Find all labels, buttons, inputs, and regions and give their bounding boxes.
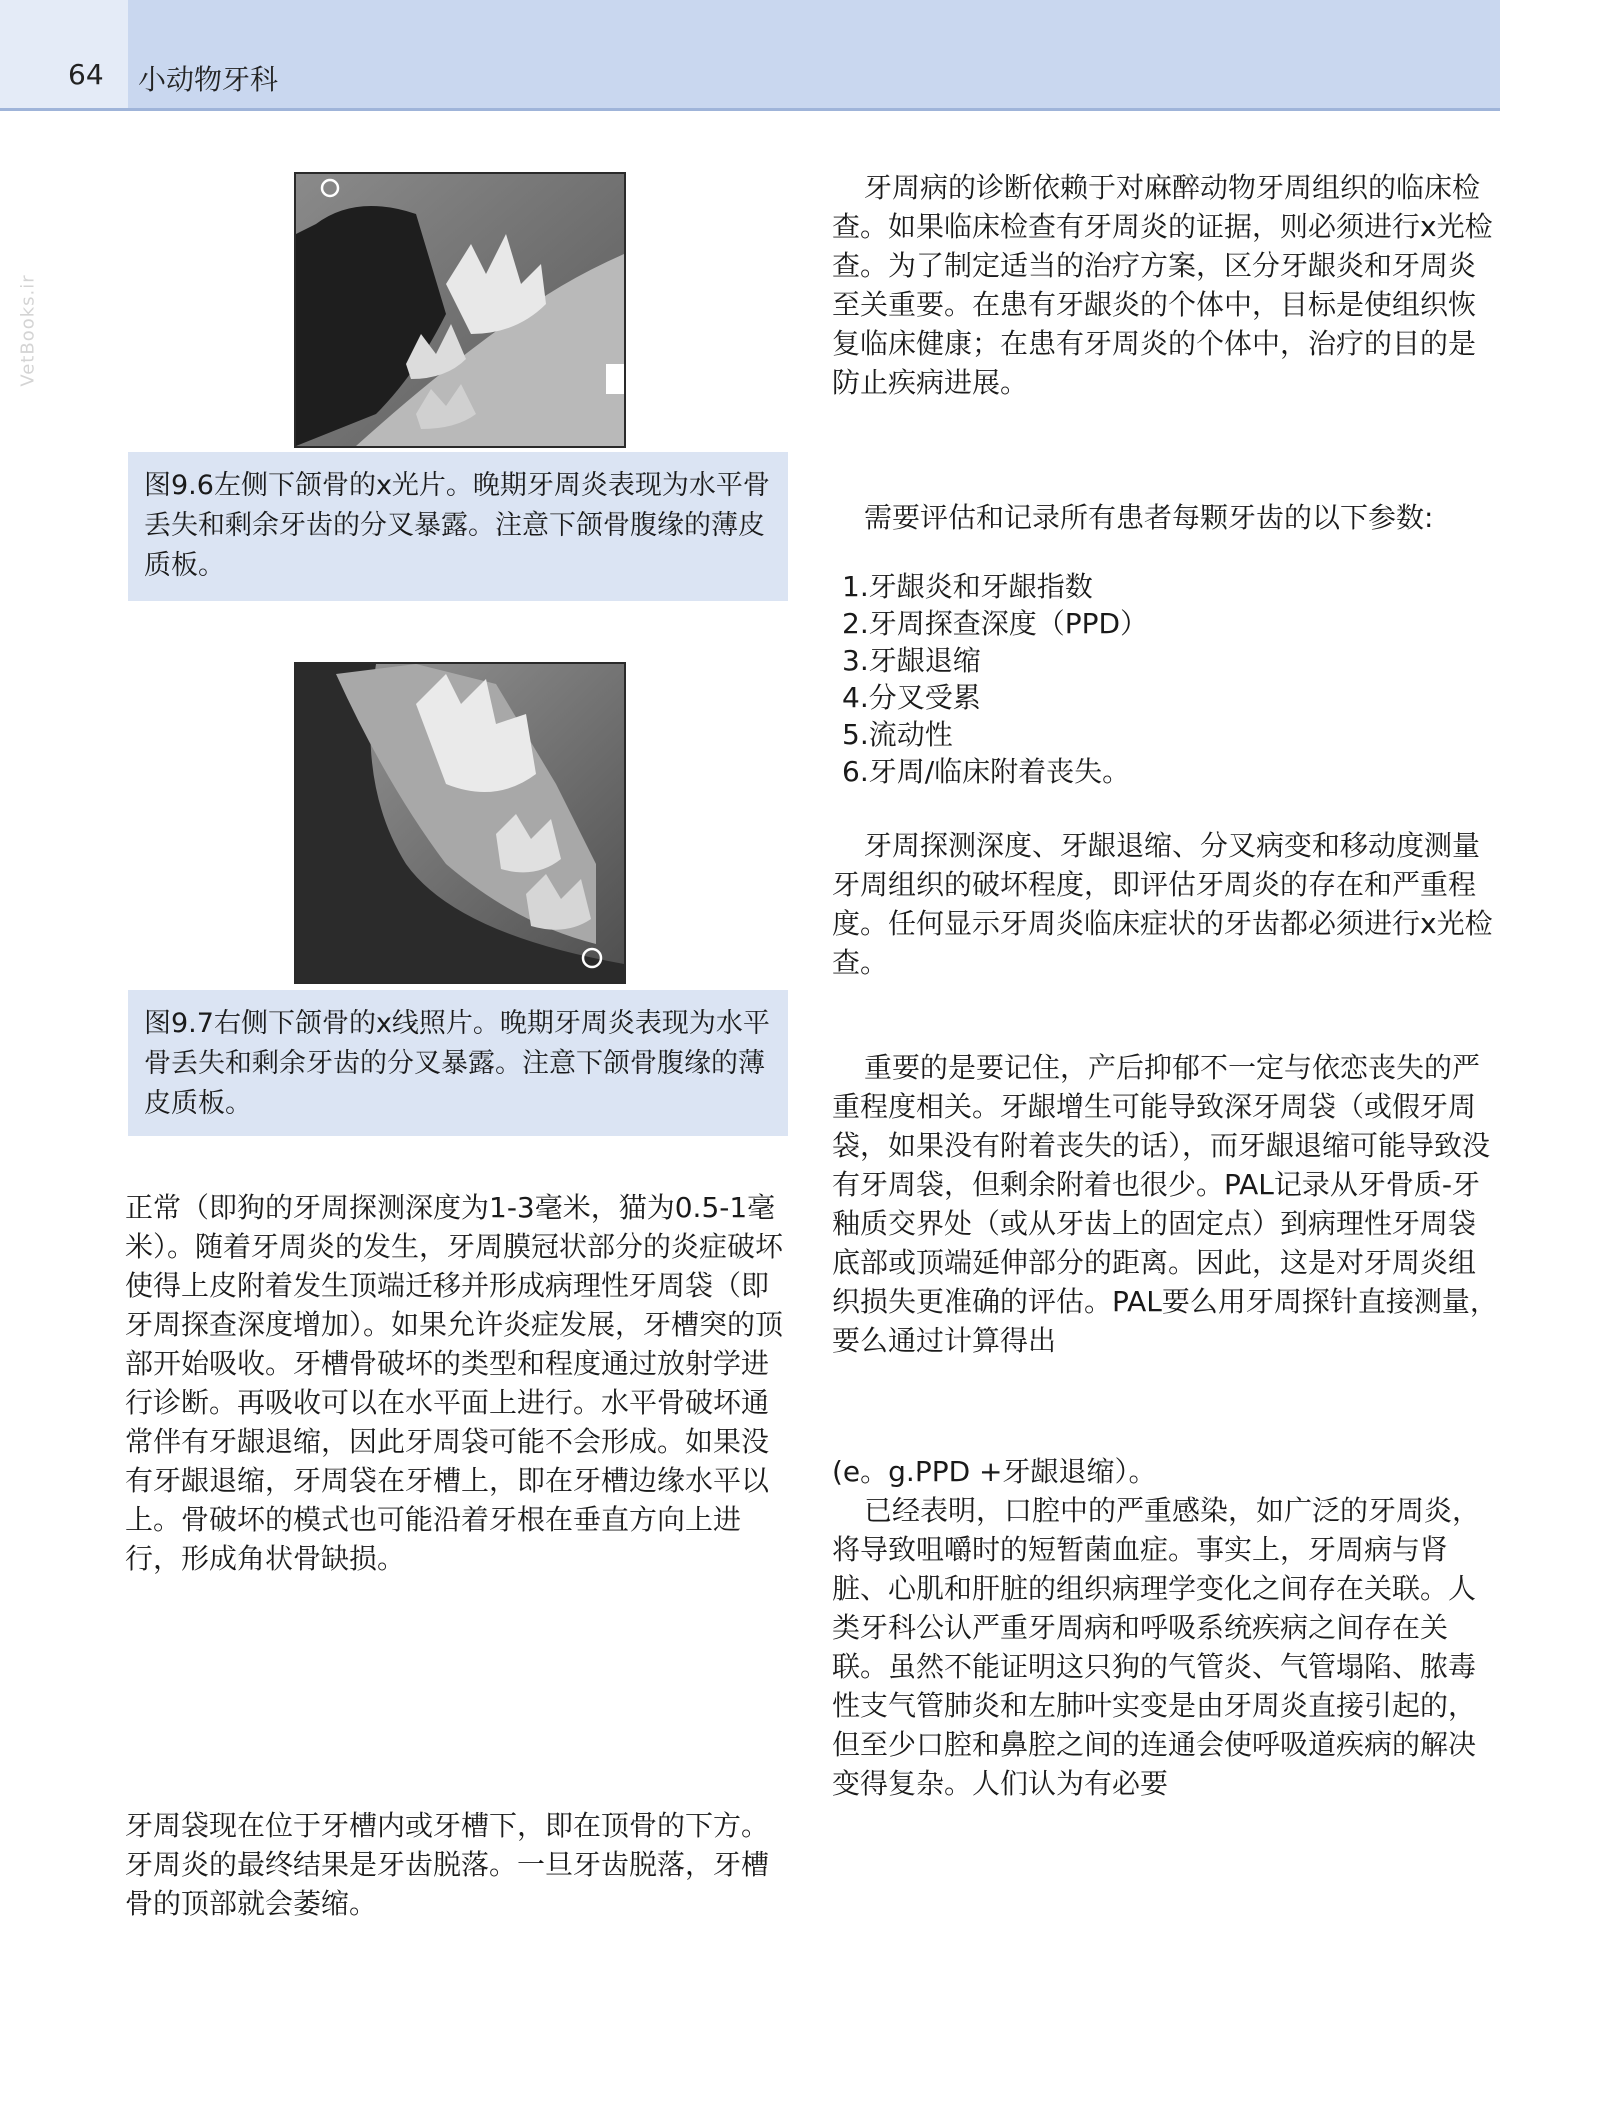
list-item: 1.牙龈炎和牙龈指数 — [842, 570, 1093, 603]
figure-9-7-caption: 图9.7右侧下颌骨的x线照片。晚期牙周炎表现为水平骨丢失和剩余牙齿的分叉暴露。注意下颌骨腹缘的薄皮质板。 — [128, 990, 788, 1136]
right-paragraph-2: 牙周探测深度、牙龈退缩、分叉病变和移动度测量牙周组织的破坏程度，即评估牙周炎的存在和严重程度。任何显示牙周炎临床症状的牙齿都必须进行x光检查。 — [832, 829, 1493, 979]
right-paragraph-1: 牙周病的诊断依赖于对麻醉动物牙周组织的临床检查。如果临床检查有牙周炎的证据，则必须进行x光检查。为了制定适当的治疗方案，区分牙龈炎和牙周炎至关重要。在患有牙龈炎的个体中，目标是使组织恢复临床健康；在患有牙周炎的个体中，治疗的目的是防止疾病进展。 — [832, 171, 1493, 399]
list-item: 4.分叉受累 — [842, 681, 981, 714]
page-number: 64 — [68, 58, 104, 91]
list-item: 6.牙周/临床附着丧失。 — [842, 755, 1131, 788]
header-tab — [0, 0, 128, 108]
right-paragraph-4: (e。g.PPD +牙龈退缩）。 — [832, 1455, 1157, 1488]
list-item: 2.牙周探查深度（PPD） — [842, 607, 1149, 640]
figure-9-7-radiograph — [294, 662, 626, 984]
list-intro: 需要评估和记录所有患者每颗牙齿的以下参数: — [864, 501, 1434, 534]
left-paragraph-1: 正常（即狗的牙周探测深度为1-3毫米，猫为0.5-1毫米）。随着牙周炎的发生，牙周膜冠状部分的炎症破坏使得上皮附着发生顶端迁移并形成病理性牙周袋（即牙周探查深度增加）。如果允许炎症发展，牙槽突的顶部开始吸收。牙槽骨破坏的类型和程度通过放射学进行诊断。再吸收可以在水平面上进行。水平骨破坏通常伴有牙龈退缩，因此牙周袋可能不会形成。如果没有牙龈退缩，牙周袋在牙槽上，即在牙槽边缘水平以上。骨破坏的模式也可能沿着牙根在垂直方向上进行，形成角状骨缺损。 — [125, 1191, 784, 1575]
list-item: 5.流动性 — [842, 718, 953, 751]
list-item: 3.牙龈退缩 — [842, 644, 981, 677]
right-paragraph-5: 已经表明，口腔中的严重感染，如广泛的牙周炎，将导致咀嚼时的短暂菌血症。事实上，牙周病与肾脏、心肌和肝脏的组织病理学变化之间存在关联。人类牙科公认严重牙周病和呼吸系统疾病之间存在关联。虽然不能证明这只狗的气管炎、气管塌陷、脓毒性支气管肺炎和左肺叶实变是由牙周炎直接引起的，但至少口腔和鼻腔之间的连通会使呼吸道疾病的解决变得复杂。人们认为有必要 — [832, 1494, 1481, 1800]
figure-9-6-caption: 图9.6左侧下颌骨的x光片。晚期牙周炎表现为水平骨丢失和剩余牙齿的分叉暴露。注意下颌骨腹缘的薄皮质板。 — [128, 452, 788, 601]
running-title: 小动物牙科 — [138, 63, 279, 96]
watermark: VetBooks.ir — [17, 274, 39, 387]
left-paragraph-2: 牙周袋现在位于牙槽内或牙槽下，即在顶骨的下方。牙周炎的最终结果是牙齿脱落。一旦牙齿脱落，牙槽骨的顶部就会萎缩。 — [125, 1809, 770, 1920]
parameter-list — [842, 568, 1148, 790]
figure-9-6-radiograph — [294, 172, 626, 448]
right-paragraph-3: 重要的是要记住，产后抑郁不一定与依恋丧失的严重程度相关。牙龈增生可能导致深牙周袋（或假牙周袋，如果没有附着丧失的话），而牙龈退缩可能导致没有牙周袋，但剩余附着也很少。PAL记录从牙骨质-牙釉质交界处（或从牙齿上的固定点）到病理性牙周袋底部或顶端延伸部分的距离。因此，这是对牙周炎组织损失更准确的评估。PAL要么用牙周探针直接测量，要么通过计算得出 — [832, 1051, 1498, 1357]
header-band — [0, 0, 1500, 111]
